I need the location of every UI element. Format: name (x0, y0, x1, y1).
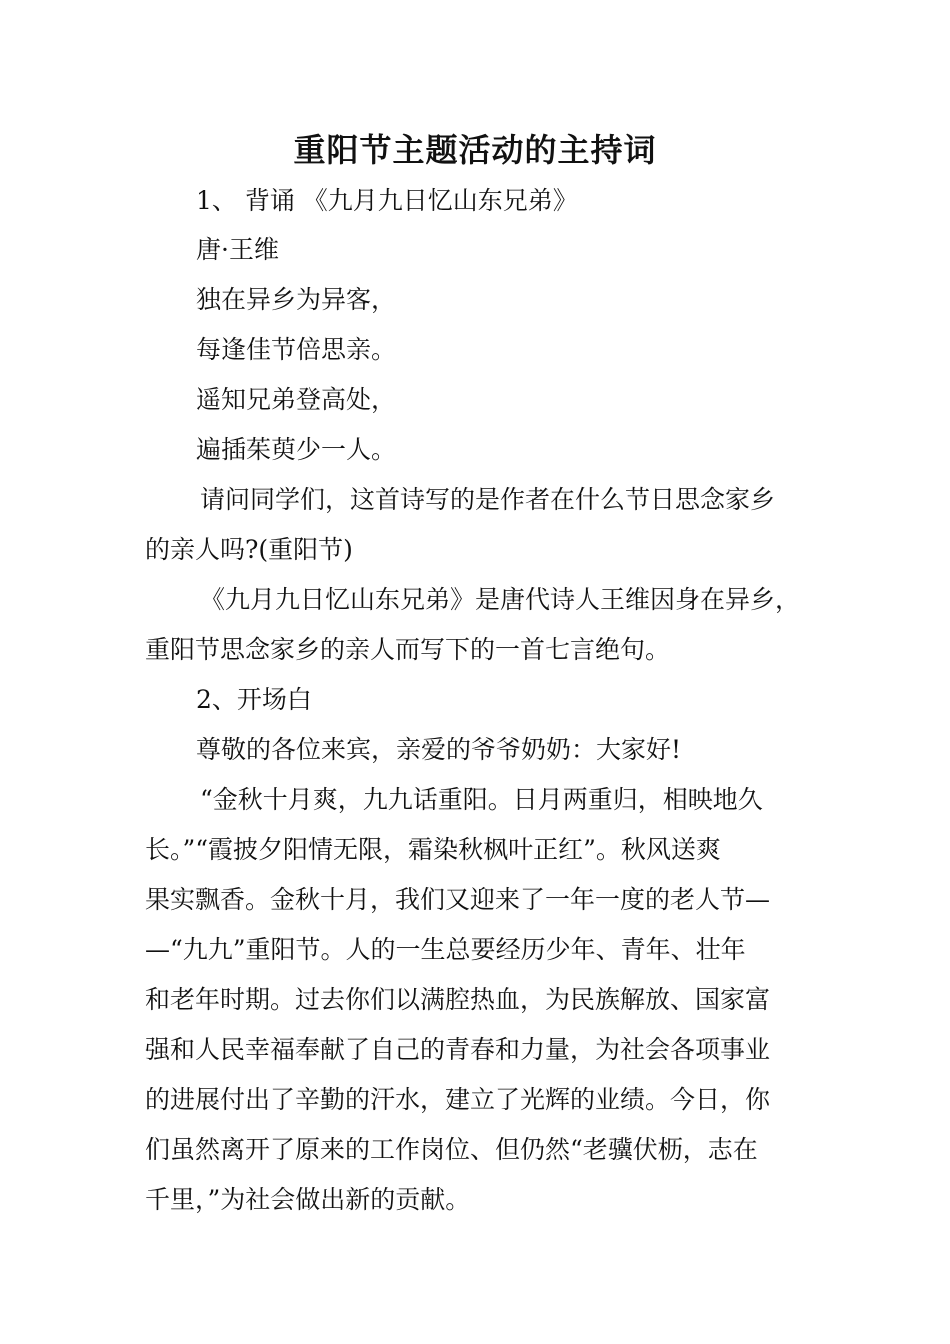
paragraph-line: 和老年时期。过去你们以满腔热血，为民族解放、国家富 (145, 985, 771, 1014)
section-2-heading: 2、开场白 (196, 685, 312, 714)
paragraph-line: 千里，”为社会做出新的贡献。 (145, 1185, 471, 1214)
paragraph-line: 的进展付出了辛勤的汗水，建立了光辉的业绩。今日，你 (145, 1085, 771, 1114)
paragraph-line: 长。”“霞披夕阳情无限，霜染秋枫叶正红”。秋风送爽 (145, 835, 721, 864)
poem-line: 独在异乡为异客， (196, 285, 397, 314)
poem-line: 每逢佳节倍思亲。 (196, 335, 397, 364)
paragraph-line: 们虽然离开了原来的工作岗位、但仍然“老骥伏枥，志在 (145, 1135, 758, 1164)
paragraph-line: —“九九”重阳节。人的一生总要经历少年、青年、壮年 (145, 935, 746, 964)
paragraph-line: 果实飘香。金秋十月，我们又迎来了一年一度的老人节— (145, 885, 771, 914)
paragraph-line: 重阳节思念家乡的亲人而写下的一首七言绝句。 (145, 635, 671, 664)
document-title: 重阳节主题活动的主持词 (293, 131, 657, 169)
paragraph-line: 《九月九日忆山东兄弟》是唐代诗人王维因身在异乡， (200, 585, 801, 614)
poem-line: 遥知兄弟登高处， (196, 385, 397, 414)
section-1-heading: 1、 背诵 《九月九日忆山东兄弟》 (196, 186, 578, 215)
paragraph-line: 请问同学们，这首诗写的是作者在什么节日思念家乡 (200, 485, 776, 514)
poem-author: 唐·王维 (196, 235, 279, 264)
paragraph-line: “金秋十月爽，九九话重阳。日月两重归，相映地久 (200, 785, 763, 814)
paragraph-line: 强和人民幸福奉献了自己的青春和力量，为社会各项事业 (145, 1035, 771, 1064)
paragraph-line: 的亲人吗?(重阳节) (145, 535, 353, 564)
poem-line: 遍插茱萸少一人。 (196, 435, 397, 464)
paragraph-line: 尊敬的各位来宾，亲爱的爷爷奶奶：大家好! (196, 735, 682, 764)
